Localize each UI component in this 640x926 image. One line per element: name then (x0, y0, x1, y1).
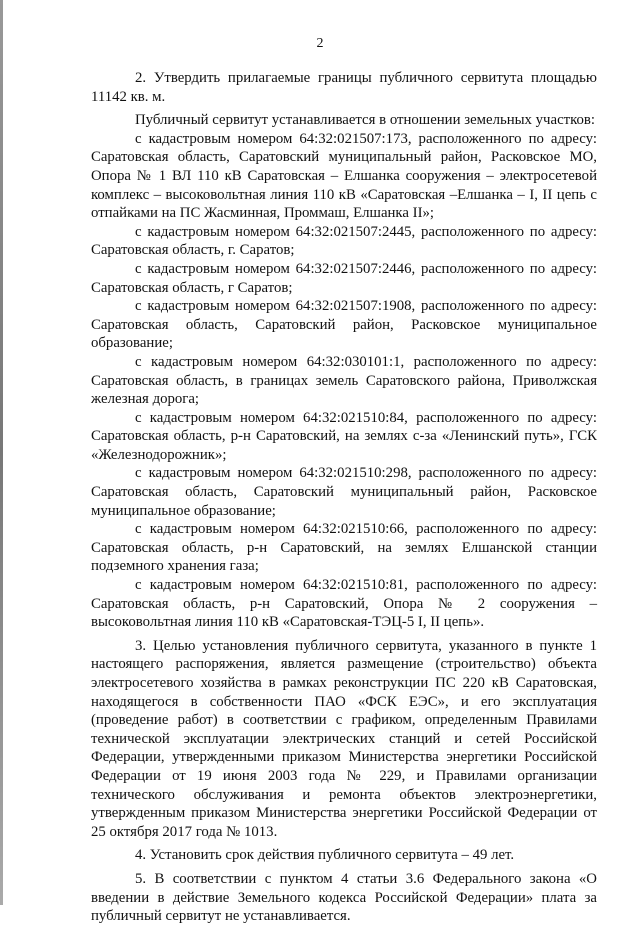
page-number: 2 (316, 36, 324, 51)
parcel-item: с кадастровым номером 64:32:021510:81, расположенного по адресу: Саратовская область, р-н Саратовский, Опора № 2 сооружения – высоковольтная линия 110 кВ «Саратовская-ТЭЦ-5 I, II цепь». (91, 577, 597, 631)
parcel-item: с кадастровым номером 64:32:021510:298, расположенного по адресу: Саратовская область, Саратовский муниципальный район, Расковское муниципальное образование; (91, 465, 597, 519)
paragraph-item-2-approve-boundaries: 2. Утвердить прилагаемые границы публичного сервитута площадью 11142 кв. м. (91, 70, 597, 105)
paragraph-item-3-purpose: 3. Целью установления публичного сервитута, указанного в пункте 1 настоящего распоряжения, является размещение (строительство) объекта электросетевого хозяйства в рамках реконструкции ПС 220 кВ Саратовская, находящегося в собственности ПАО «ФСК ЕЭС», и его эксплуатация (проведение работ) в соответствии с графиком, определенным Правилами технической эксплуатации электрических станций и сетей Российской Федерации, утвержденными приказом Министерства энергетики Российской Федерации от 19 июня 2003 года № 229, и Правилами организации технического обслуживания и ремонта объектов электроэнергетики, утвержденным приказом Министерства энергетики Российской Федерации от 25 октября 2017 года № 1013. (91, 637, 597, 840)
parcel-item: с кадастровым номером 64:32:030101:1, расположенного по адресу: Саратовская область, в границах земель Саратовского района, Приволжская железная дорога; (91, 353, 597, 408)
parcel-item: с кадастровым номером 64:32:021510:84, расположенного по адресу: Саратовская область, р-н Саратовский, на землях с-за «Ленинский путь», ГСК «Железнодорожник»; (91, 409, 597, 463)
parcel-item: с кадастровым номером 64:32:021507:1908, расположенного по адресу: Саратовская область, Саратовский район, Расковское муниципальное образование; (91, 298, 597, 352)
paragraph-item-5-fee: 5. В соответствии с пунктом 4 статьи 3.6 Федерального закона «О введении в действие Земельного кодекса Российской Федерации» плата за публичный сервитут не устанавливается. (91, 870, 597, 925)
paragraph-servitude-intro: Публичный сервитут устанавливается в отношении земельных участков: (135, 112, 596, 129)
document-body (91, 69, 597, 926)
parcel-item: с кадастровым номером 64:32:021507:2446, расположенного по адресу: Саратовская область, г Саратов; (91, 260, 597, 296)
parcel-item: с кадастровым номером 64:32:021507:173, расположенного по адресу: Саратовская область, Саратовский муниципальный район, Расковское МО, Опора № 1 ВЛ 110 кВ Саратовская – Елшанка сооружения – электросетевой комплекс – высоковольтная линия 110 кВ «Саратовская –Елшанка – I, II цепь с отпайками на ПС Жасминная, Проммаш, Елшанка II»; (91, 130, 597, 222)
parcel-item: с кадастровым номером 64:32:021507:2445, расположенного по адресу: Саратовская область, г. Саратов; (91, 223, 597, 259)
parcel-item: с кадастровым номером 64:32:021510:66, расположенного по адресу: Саратовская область, р-н Саратовский, на землях Елшанской станции подземного хранения газа; (91, 521, 597, 575)
paragraph-item-4-term: 4. Установить срок действия публичного сервитута – 49 лет. (135, 847, 515, 864)
